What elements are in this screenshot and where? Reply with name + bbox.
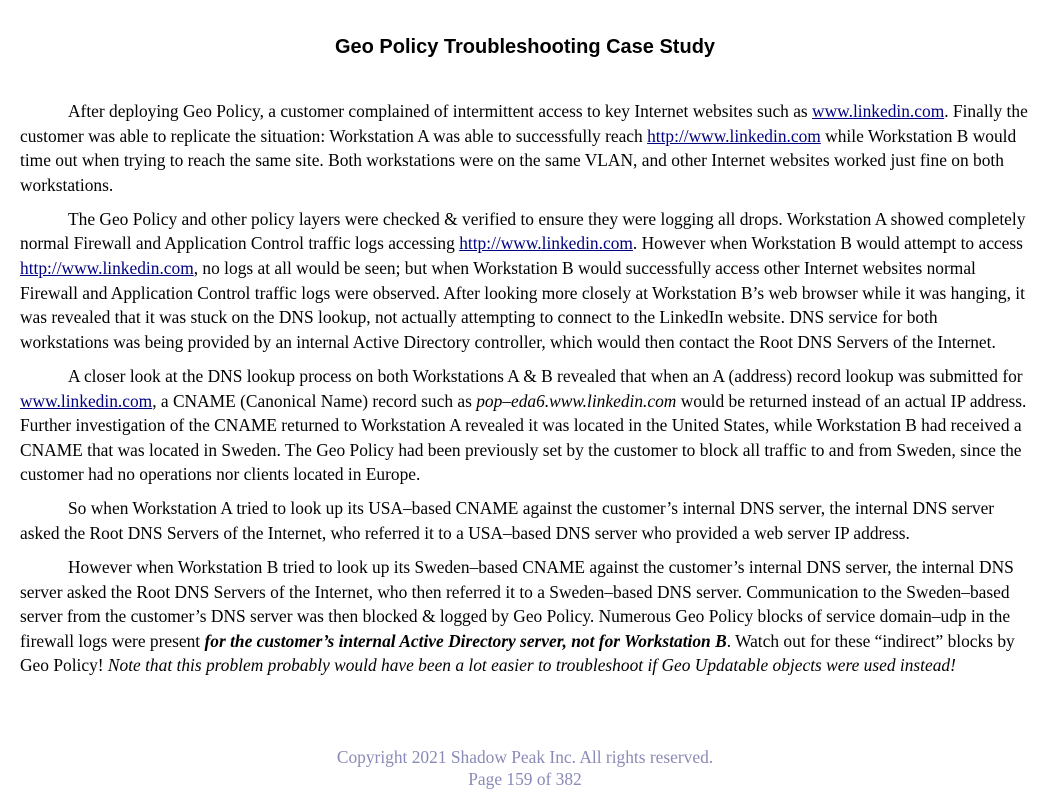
document-page (20, 0, 1030, 688)
paragraph-text: would be returned instead of an actual IP address. Further investigation of the CNAME returned to Workstation A revealed it was located in the United States, while Workstation B had received a CNAME that was located in Sweden. The Geo Policy had been previously set by the customer to block all traffic to and from Sweden, since the customer had no operations nor clients located in Europe. (20, 390, 1027, 485)
paragraph-text: while Workstation B would time out when trying to reach the same site. Both workstations were on the same VLAN, and other Internet websites worked just fine on both workstations. (20, 125, 1017, 195)
note-italic: Note that this problem probably would have been a lot easier to troubleshoot if Geo Updatable objects were used instead! (107, 655, 956, 676)
paragraph-text: . Watch out for these “indirect” blocks by Geo Policy! (20, 630, 1015, 676)
link-linkedin[interactable]: www.linkedin.com (20, 390, 153, 411)
copyright-notice: Copyright 2021 Shadow Peak Inc. All rights reserved. (336, 747, 714, 767)
paragraph-5 (20, 555, 1030, 678)
paragraph-text: The Geo Policy and other policy layers were checked & verified to ensure they were logging all drops. Workstation A showed completely normal Firewall and Application Control traffic logs accessing (20, 208, 1026, 254)
paragraph-text: So when Workstation A tried to look up its USA–based CNAME against the customer’s internal DNS server, the internal DNS server asked the Root DNS Servers of the Internet, who referred it to a USA–based DNS server who provided a web server IP address. (20, 498, 995, 543)
paragraph-3 (20, 364, 1030, 487)
paragraph-4 (20, 496, 1030, 545)
link-linkedin-http[interactable]: http://www.linkedin.com (459, 233, 633, 254)
emphasis-bold-italic: for the customer’s internal Active Directory server, not for Workstation B (204, 630, 727, 651)
paragraph-text: . However when Workstation B would attempt to access (632, 233, 1023, 254)
paragraph-1 (20, 99, 1030, 197)
page-footer (0, 746, 1050, 790)
page-title: Geo Policy Troubleshooting Case Study (334, 36, 716, 58)
page-number: Page 159 of 382 (468, 769, 582, 789)
paragraph-text: , no logs at all would be seen; but when Workstation B would successfully access other Internet websites normal Firewall and Application Control traffic logs were observed. After looking more closely at Workstation B’s web browser while it was hanging, it was revealed that it was stuck on the DNS lookup, not actually attempting to connect to the LinkedIn website. DNS service for both workstations was being provided by an internal Active Directory controller, which would then contact the Root DNS Servers of the Internet. (20, 258, 1025, 352)
paragraph-text: . Finally the customer was able to replicate the situation: Workstation A was able to successfully reach (20, 101, 1028, 146)
paragraph-text: , a CNAME (Canonical Name) record such as (152, 390, 477, 411)
paragraph-text: After deploying Geo Policy, a customer complained of intermittent access to key Internet websites such as (68, 101, 813, 121)
link-linkedin-http[interactable]: http://www.linkedin.com (647, 125, 821, 146)
document-body (20, 99, 1030, 678)
link-linkedin-http[interactable]: http://www.linkedin.com (20, 258, 194, 279)
cname-example: pop–eda6.www.linkedin.com (476, 390, 677, 411)
paragraph-text: A closer look at the DNS lookup process on both Workstations A & B revealed that when an A (address) record lookup was submitted for (68, 365, 1023, 386)
paragraph-2 (20, 207, 1030, 355)
paragraph-text: However when Workstation B tried to look up its Sweden–based CNAME against the customer’s internal DNS server, the internal DNS server asked the Root DNS Servers of the Internet, who then referred it to a Sweden–based DNS server. Communication to the Sweden–based server from the customer’s DNS server was then blocked & logged by Geo Policy. Numerous Geo Policy blocks of service domain–udp in the firewall logs were present (20, 557, 1014, 651)
link-linkedin[interactable]: www.linkedin.com (812, 101, 945, 121)
